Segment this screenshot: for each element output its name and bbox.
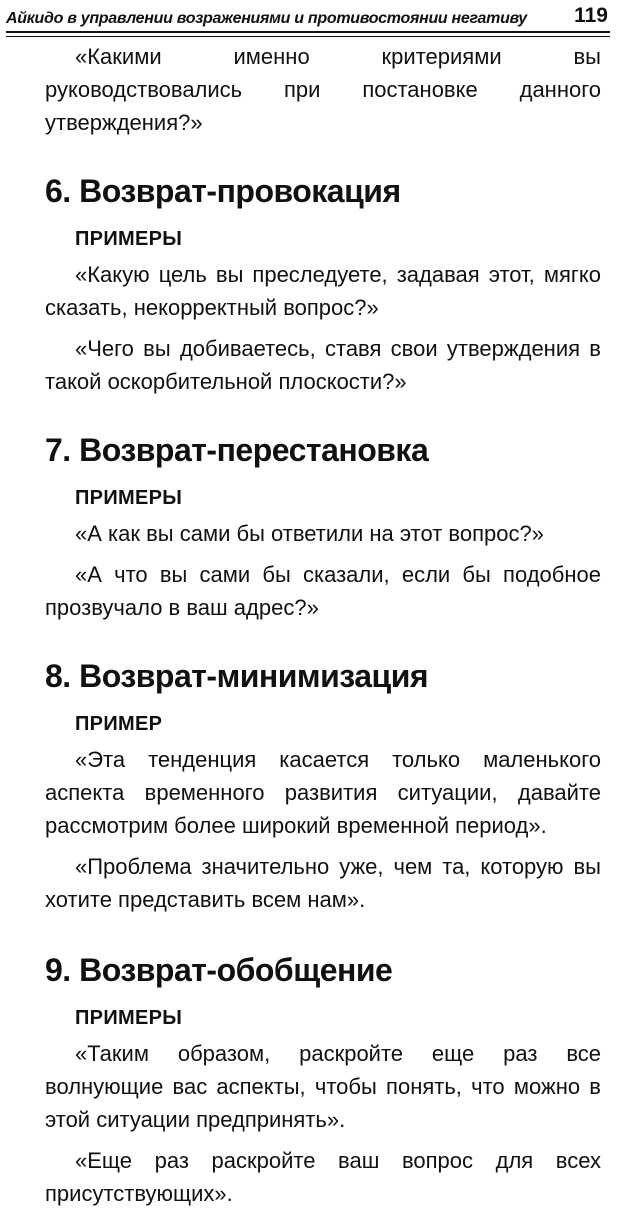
intro-quote: «Какими именно критериями вы руководствовались при постановке данного утверждения?» [45, 44, 601, 135]
example-quote-9-1: «Таким образом, раскройте еще раз все волнующие вас аспекты, чтобы понять, что можно в этой ситуации предпринять». [45, 1041, 601, 1132]
example-quote-6-2: «Чего вы добиваетесь, ставя свои утверждения в такой оскорбительной плоскости?» [45, 336, 601, 394]
example-quote-7-2: «А что вы сами бы сказали, если бы подобное прозвучало в ваш адрес?» [45, 562, 601, 620]
section-heading-8: 8. Возврат-минимизация [45, 658, 429, 694]
page-content [45, 40, 601, 1210]
header-rule-thin [6, 36, 610, 37]
example-quote-7-1: «А как вы сами бы ответили на этот вопрос?» [75, 521, 544, 546]
running-head [6, 2, 608, 28]
examples-label-6: ПРИМЕРЫ [75, 228, 183, 250]
example-quote-6-1: «Какую цель вы преследуете, задавая этот, мягко сказать, некорректный вопрос?» [45, 262, 601, 320]
section-heading-7: 7. Возврат-перестановка [45, 432, 429, 468]
example-quote-8-1: «Эта тенденция касается только маленького аспекта временного развития ситуации, давайте рассмотрим более широкий временной период». [45, 747, 601, 838]
header-rule-thick [6, 31, 610, 33]
example-label-8: ПРИМЕР [75, 713, 163, 735]
example-quote-8-2: «Проблема значительно уже, чем та, которую вы хотите представить всем нам». [45, 854, 601, 912]
section-heading-6: 6. Возврат-провокация [45, 173, 401, 209]
page-number: 119 [574, 4, 608, 27]
example-quote-9-2: «Еще раз раскройте ваш вопрос для всех присутствующих». [45, 1148, 601, 1206]
examples-label-9: ПРИМЕРЫ [75, 1007, 183, 1029]
examples-label-7: ПРИМЕРЫ [75, 487, 183, 509]
section-heading-9: 9. Возврат-обобщение [45, 952, 393, 988]
running-title: Айкидо в управлении возражениями и противостоянии негативу [6, 10, 527, 27]
